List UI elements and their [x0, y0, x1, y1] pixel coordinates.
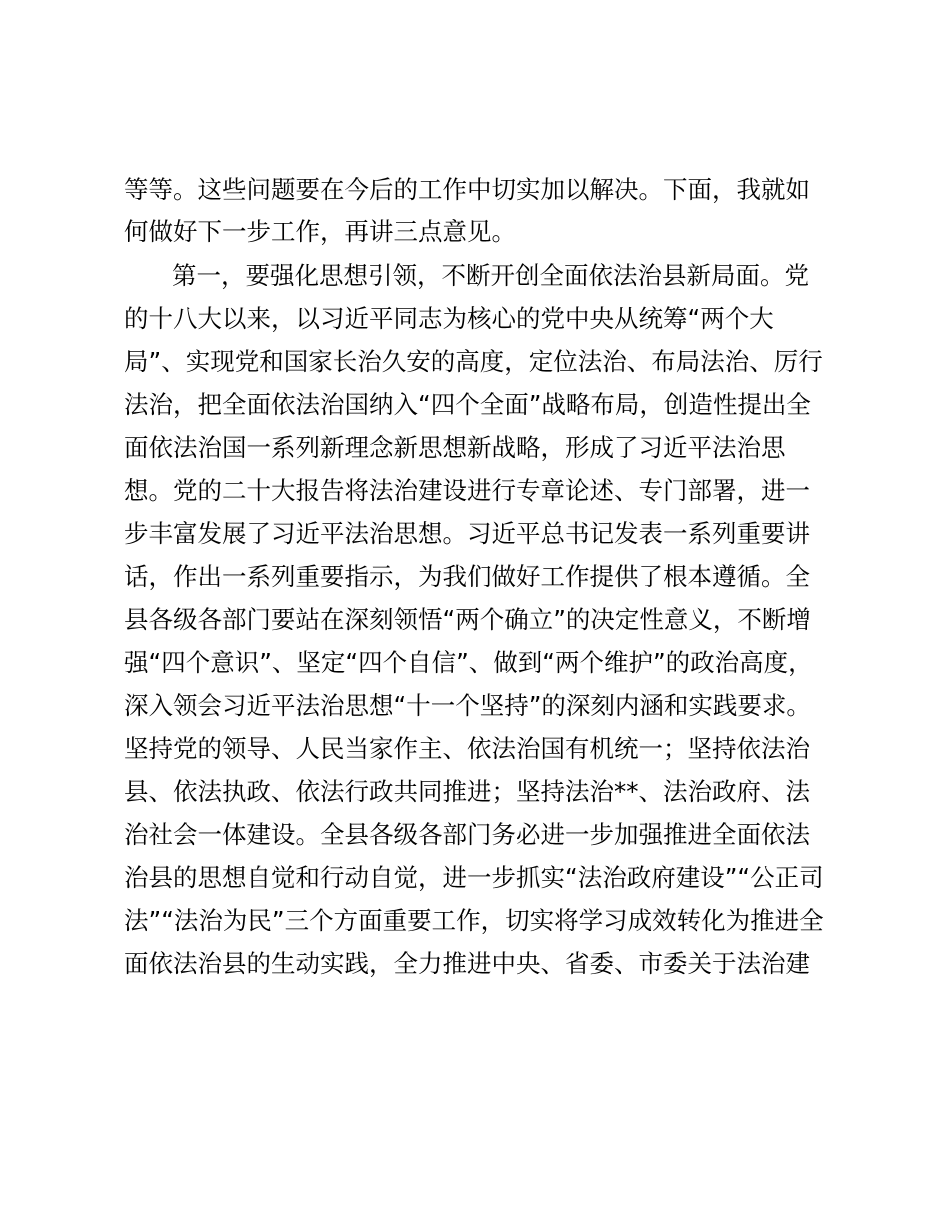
- text-line-11: 县各级各部门要站在深刻领悟“两个确立”的决定性意义，不断增: [124, 605, 811, 634]
- text-line-10: 话，作出一系列重要指示，为我们做好工作提供了根本遵循。全: [124, 562, 810, 591]
- paragraph-first-line: 第一，要强化思想引领，不断开创全面依法治县新局面。党: [172, 261, 809, 290]
- text-line-6: 法治，把全面依法治国纳入“四个全面”战略布局，创造性提出全: [124, 390, 811, 419]
- text-line-19: 面依法治县的生动实践，全力推进中央、省委、市委关于法治建: [124, 949, 810, 978]
- text-line-2: 何做好下一步工作，再讲三点意见。: [124, 217, 516, 246]
- text-line-8: 想。党的二十大报告将法治建设进行专章论述、专门部署，进一: [124, 476, 810, 505]
- text-line-4: 的十八大以来，以习近平同志为核心的党中央从统筹“两个大: [124, 304, 774, 333]
- text-line-13: 深入领会习近平法治思想“十一个坚持”的深刻内涵和实践要求。: [124, 691, 811, 720]
- text-line-7: 面依法治国一系列新理念新思想新战略，形成了习近平法治思: [124, 433, 786, 462]
- text-line-12: 强“四个意识”、坚定“四个自信”、做到“两个维护”的政治高度，: [124, 648, 813, 677]
- text-line-1: 等等。这些问题要在今后的工作中切实加以解决。下面，我就如: [124, 175, 810, 204]
- text-line-18: 法”“法治为民”三个方面重要工作，切实将学习成效转化为推进全: [124, 906, 824, 935]
- text-line-14: 坚持党的领导、人民当家作主、依法治国有机统一；坚持依法治: [124, 734, 810, 763]
- text-line-17: 治县的思想自觉和行动自觉，进一步抓实“法治政府建设”“公正司: [124, 863, 824, 892]
- text-line-15: 县、依法执政、依法行政共同推进；坚持法治**、法治政府、法: [124, 777, 810, 806]
- text-line-9: 步丰富发展了习近平法治思想。习近平总书记发表一系列重要讲: [124, 519, 810, 548]
- text-line-16: 治社会一体建设。全县各级各部门务必进一步加强推进全面依法: [124, 820, 810, 849]
- text-line-5: 局”、实现党和国家长治久安的高度，定位法治、布局法治、厉行: [124, 347, 823, 376]
